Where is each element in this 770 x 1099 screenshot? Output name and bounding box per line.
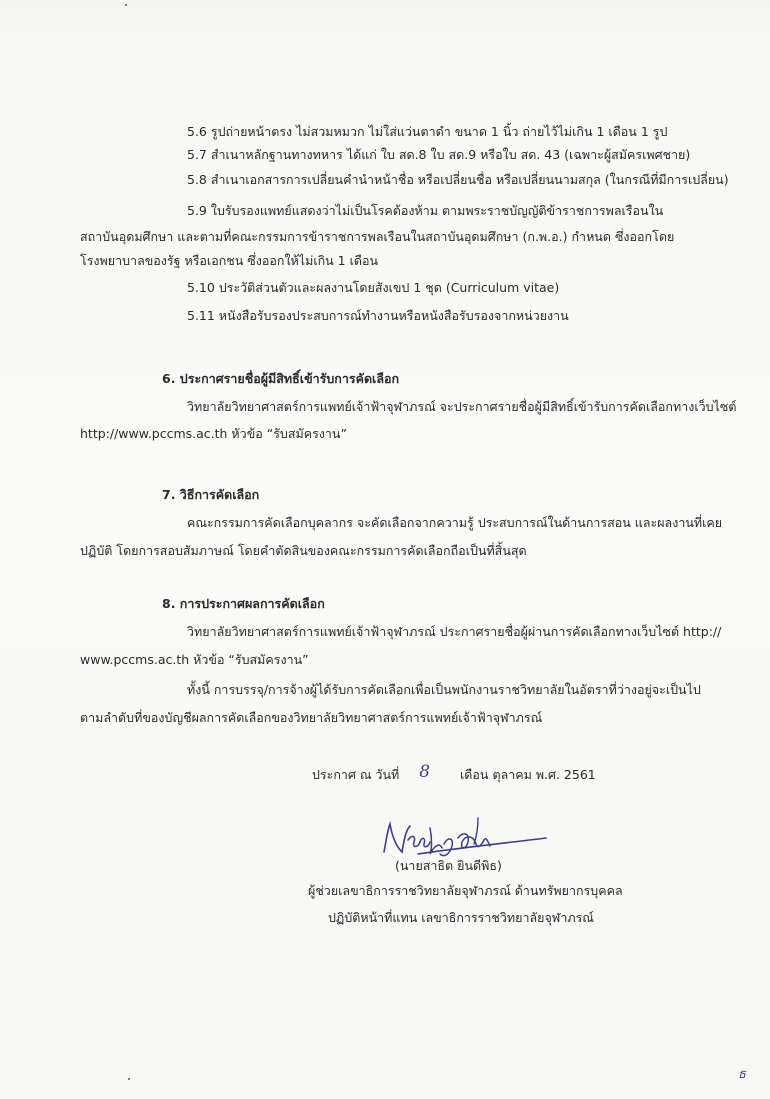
announcement-date [312,762,596,783]
section-7-line1: คณะกรรมการคัดเลือกบุคลากร จะคัดเลือกจากความรู้ ประสบการณ์ในด้านการสอน และผลงานที่เคย [187,515,723,530]
section-8-line1: วิทยาลัยวิทยาศาสตร์การแพทย์เจ้าฟ้าจุฬาภรณ์ ประกาศรายชื่อผู้ผ่านการคัดเลือกทางเว็บไซต์ http:// [187,624,722,639]
section-8-heading: 8. การประกาศผลการคัดเลือก [162,596,325,611]
announcement-prefix: ประกาศ ณ วันที่ [312,767,400,782]
scan-speck [125,4,127,6]
section-8-line3: ทั้งนี้ การบรรจุ/การจ้างผู้ได้รับการคัดเลือกเพื่อเป็นพนักงานราชวิทยาลัยในอัตราที่ว่างอยู่จะเป็นไป [187,682,701,697]
section-8-line4: ตามลำดับที่ของบัญชีผลการคัดเลือกของวิทยาลัยวิทยาศาสตร์การแพทย์เจ้าฟ้าจุฬาภรณ์ [80,710,543,725]
announcement-suffix: เดือน ตุลาคม พ.ศ. 2561 [460,767,596,782]
section-6-heading: 6. ประกาศรายชื่อผู้มีสิทธิ์เข้ารับการคัดเลือก [162,371,400,386]
item-5-7: 5.7 สำเนาหลักฐานทางทหาร ได้แก่ ใบ สด.8 ใบ สด.9 หรือใบ สด. 43 (เฉพาะผู้สมัครเพศชาย) [187,147,691,162]
signatory-position-1: ผู้ช่วยเลขาธิการราชวิทยาลัยจุฬาภรณ์ ด้านทรัพยากรบุคคล [308,883,623,898]
page-initial-mark: ธ [738,1067,746,1082]
item-5-9-line1: 5.9 ใบรับรองแพทย์แสดงว่าไม่เป็นโรคต้องห้าม ตามพระราชบัญญัติข้าราชการพลเรือนใน [187,203,664,218]
section-6-line1: วิทยาลัยวิทยาศาสตร์การแพทย์เจ้าฟ้าจุฬาภรณ์ จะประกาศรายชื่อผู้มีสิทธิ์เข้ารับการคัดเลือกทางเว็บไซต์ [187,399,737,414]
handwritten-signature [378,814,550,864]
item-5-9-line2: สถาบันอุดมศึกษา และตามที่คณะกรรมการข้าราชการพลเรือนในสถาบันอุดมศึกษา (ก.พ.อ.) กำหนด ซึ่งออกโดย [80,229,675,244]
section-6-line2: http://www.pccms.ac.th หัวข้อ “รับสมัครงาน” [80,426,347,441]
signatory-position-2: ปฏิบัติหน้าที่แทน เลขาธิการราชวิทยาลัยจุฬาภรณ์ [328,910,594,925]
item-5-6: 5.6 รูปถ่ายหน้าตรง ไม่สวมหมวก ไม่ใส่แว่นตาดำ ขนาด 1 นิ้ว ถ่ายไว้ไม่เกิน 1 เดือน 1 รูป [187,124,668,139]
section-7-line2: ปฏิบัติ โดยการสอบสัมภาษณ์ โดยคำตัดสินของคณะกรรมการคัดเลือกถือเป็นที่สิ้นสุด [80,543,527,558]
signatory-name: (นายสาธิต ยินดีพิธ) [395,858,502,873]
item-5-11: 5.11 หนังสือรับรองประสบการณ์ทำงานหรือหนังสือรับรองจากหน่วยงาน [187,308,569,323]
item-5-9-line3: โรงพยาบาลของรัฐ หรือเอกชน ซึ่งออกให้ไม่เกิน 1 เดือน [80,253,379,268]
section-7-heading: 7. วิธีการคัดเลือก [162,487,260,502]
section-8-line2: www.pccms.ac.th หัวข้อ “รับสมัครงาน” [80,652,309,667]
announcement-day: 8 [419,762,431,782]
item-5-10: 5.10 ประวัติส่วนตัวและผลงานโดยสังเขป 1 ชุด (Curriculum vitae) [187,280,560,295]
scan-speck [128,1078,130,1080]
item-5-8: 5.8 สำเนาเอกสารการเปลี่ยนคำนำหน้าชื่อ หรือเปลี่ยนชื่อ หรือเปลี่ยนนามสกุล (ในกรณีที่มีการเปลี่ยน) [187,172,729,187]
